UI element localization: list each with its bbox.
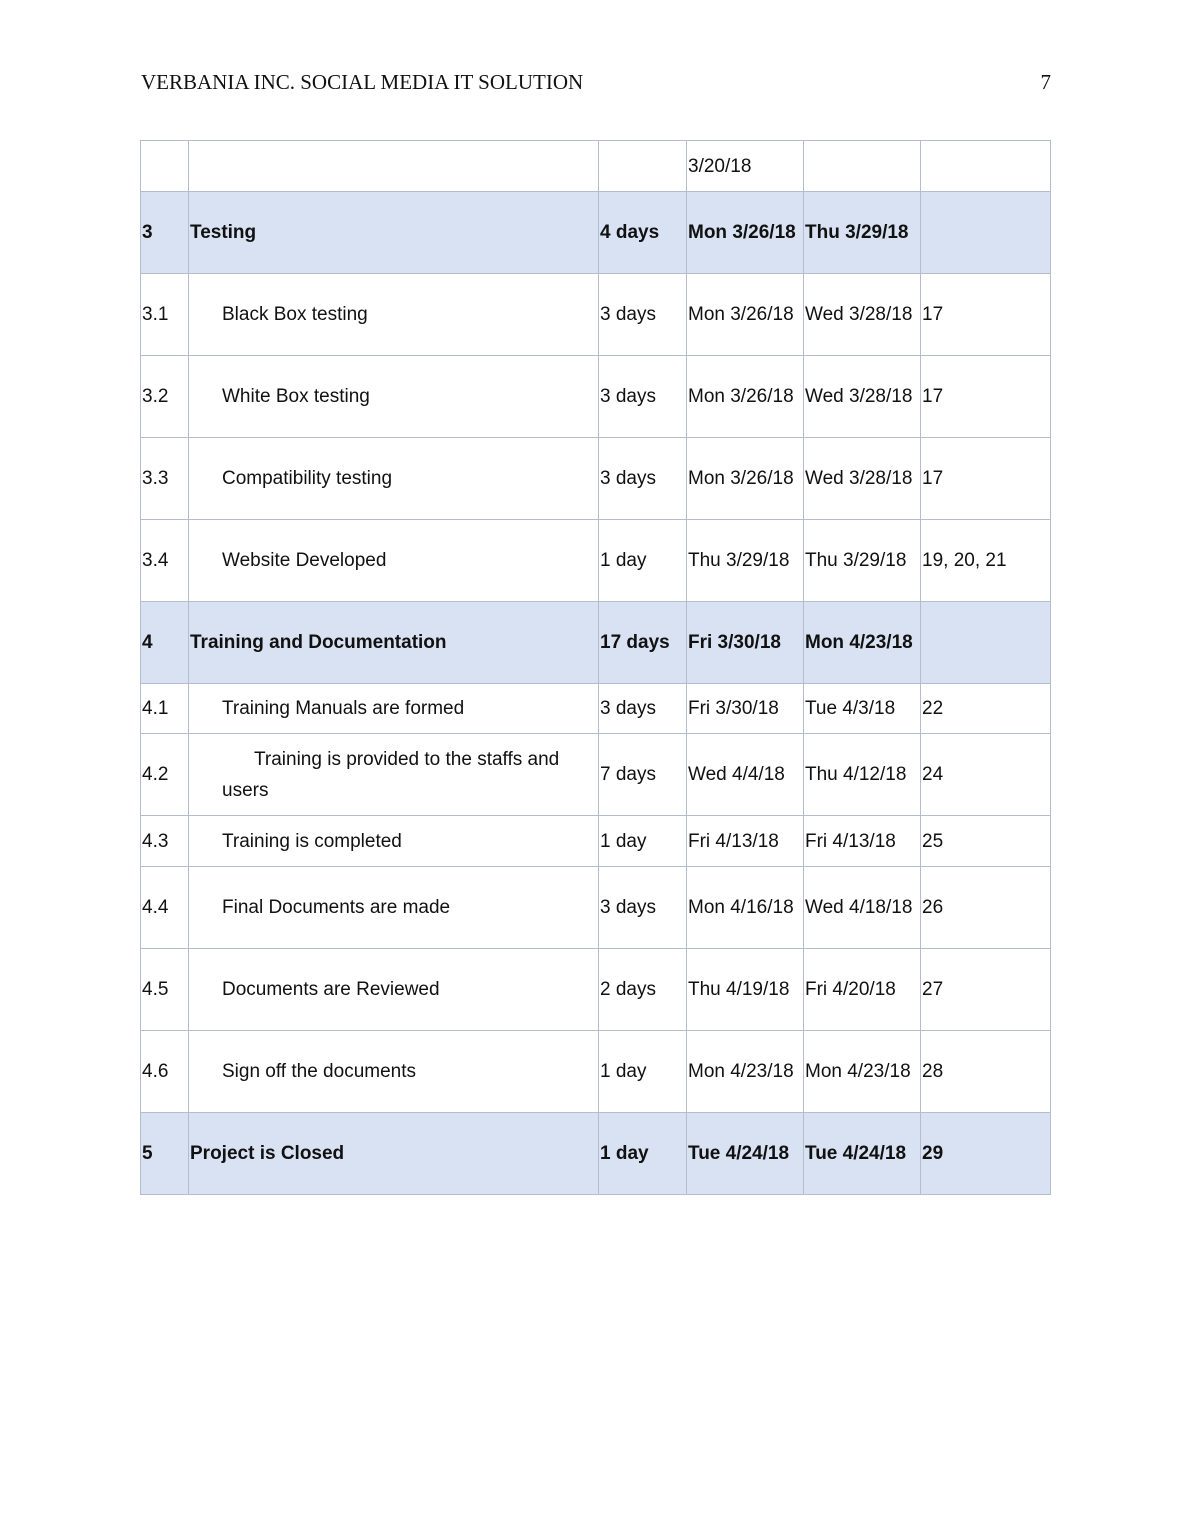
task-name-cell: White Box testing <box>189 356 599 438</box>
finish-cell: Tue 4/3/18 <box>804 684 921 734</box>
id-cell: 4.4 <box>141 867 189 949</box>
finish-cell: Wed 3/28/18 <box>804 356 921 438</box>
table-row <box>141 867 1051 949</box>
table-row <box>141 684 1051 734</box>
task-name-cell: Training Manuals are formed <box>189 684 599 734</box>
finish-cell: Fri 4/13/18 <box>804 816 921 867</box>
duration-cell: 17 days <box>599 602 687 684</box>
running-head-title: VERBANIA INC. SOCIAL MEDIA IT SOLUTION <box>141 70 584 94</box>
predecessors-cell <box>921 192 1051 274</box>
task-name-cell: Training and Documentation <box>189 602 599 684</box>
finish-cell: Wed 3/28/18 <box>804 274 921 356</box>
table-row <box>141 438 1051 520</box>
task-name-cell: Sign off the documents <box>189 1031 599 1113</box>
table-row <box>141 520 1051 602</box>
summary-row <box>141 192 1051 274</box>
id-cell: 4.2 <box>141 734 189 816</box>
start-cell: Wed 4/4/18 <box>687 734 804 816</box>
duration-cell <box>599 141 687 192</box>
table-row <box>141 1031 1051 1113</box>
finish-cell: Wed 3/28/18 <box>804 438 921 520</box>
task-name-cell: Compatibility testing <box>189 438 599 520</box>
start-cell: 3/20/18 <box>687 141 804 192</box>
predecessors-cell: 17 <box>921 274 1051 356</box>
predecessors-cell: 26 <box>921 867 1051 949</box>
id-cell: 3.2 <box>141 356 189 438</box>
duration-cell: 7 days <box>599 734 687 816</box>
id-cell: 4.3 <box>141 816 189 867</box>
id-cell: 3.3 <box>141 438 189 520</box>
id-cell: 4.6 <box>141 1031 189 1113</box>
start-cell: Mon 3/26/18 <box>687 192 804 274</box>
duration-cell: 4 days <box>599 192 687 274</box>
task-name-cell: Project is Closed <box>189 1113 599 1195</box>
predecessors-cell <box>921 141 1051 192</box>
duration-cell: 1 day <box>599 816 687 867</box>
duration-cell: 3 days <box>599 867 687 949</box>
predecessors-cell: 28 <box>921 1031 1051 1113</box>
predecessors-cell: 27 <box>921 949 1051 1031</box>
start-cell: Fri 4/13/18 <box>687 816 804 867</box>
task-name-cell: Training is completed <box>189 816 599 867</box>
id-cell <box>141 141 189 192</box>
duration-cell: 2 days <box>599 949 687 1031</box>
start-cell: Mon 4/23/18 <box>687 1031 804 1113</box>
start-cell: Mon 3/26/18 <box>687 274 804 356</box>
duration-cell: 3 days <box>599 274 687 356</box>
finish-cell: Thu 3/29/18 <box>804 520 921 602</box>
table-row <box>141 274 1051 356</box>
table-row <box>141 949 1051 1031</box>
page-number: 7 <box>1040 70 1051 94</box>
predecessors-cell: 17 <box>921 356 1051 438</box>
task-name-cell: Testing <box>189 192 599 274</box>
finish-cell: Thu 4/12/18 <box>804 734 921 816</box>
project-schedule-table <box>140 140 1051 1195</box>
predecessors-cell <box>921 602 1051 684</box>
start-cell: Fri 3/30/18 <box>687 684 804 734</box>
id-cell: 5 <box>141 1113 189 1195</box>
table-row <box>141 356 1051 438</box>
predecessors-cell: 19, 20, 21 <box>921 520 1051 602</box>
start-cell: Mon 3/26/18 <box>687 356 804 438</box>
start-cell: Mon 3/26/18 <box>687 438 804 520</box>
task-name-cell: Final Documents are made <box>189 867 599 949</box>
predecessors-cell: 22 <box>921 684 1051 734</box>
task-name-cell: Black Box testing <box>189 274 599 356</box>
finish-cell: Thu 3/29/18 <box>804 192 921 274</box>
predecessors-cell: 29 <box>921 1113 1051 1195</box>
duration-cell: 3 days <box>599 684 687 734</box>
id-cell: 3.1 <box>141 274 189 356</box>
finish-cell: Mon 4/23/18 <box>804 1031 921 1113</box>
duration-cell: 3 days <box>599 438 687 520</box>
finish-cell: Mon 4/23/18 <box>804 602 921 684</box>
start-cell: Fri 3/30/18 <box>687 602 804 684</box>
id-cell: 3 <box>141 192 189 274</box>
start-cell: Thu 3/29/18 <box>687 520 804 602</box>
start-cell: Tue 4/24/18 <box>687 1113 804 1195</box>
task-name-cell <box>189 141 599 192</box>
start-cell: Thu 4/19/18 <box>687 949 804 1031</box>
duration-cell: 3 days <box>599 356 687 438</box>
predecessors-cell: 25 <box>921 816 1051 867</box>
id-cell: 4 <box>141 602 189 684</box>
finish-cell <box>804 141 921 192</box>
table-row <box>141 141 1051 192</box>
finish-cell: Tue 4/24/18 <box>804 1113 921 1195</box>
task-name-cell: Website Developed <box>189 520 599 602</box>
summary-row <box>141 602 1051 684</box>
task-name-cell: Training is provided to the staffs and users <box>189 734 599 816</box>
task-name-cell: Documents are Reviewed <box>189 949 599 1031</box>
predecessors-cell: 24 <box>921 734 1051 816</box>
predecessors-cell: 17 <box>921 438 1051 520</box>
duration-cell: 1 day <box>599 1113 687 1195</box>
summary-row <box>141 1113 1051 1195</box>
finish-cell: Fri 4/20/18 <box>804 949 921 1031</box>
id-cell: 4.5 <box>141 949 189 1031</box>
id-cell: 3.4 <box>141 520 189 602</box>
finish-cell: Wed 4/18/18 <box>804 867 921 949</box>
id-cell: 4.1 <box>141 684 189 734</box>
start-cell: Mon 4/16/18 <box>687 867 804 949</box>
table-row <box>141 816 1051 867</box>
duration-cell: 1 day <box>599 1031 687 1113</box>
table-row <box>141 734 1051 816</box>
duration-cell: 1 day <box>599 520 687 602</box>
